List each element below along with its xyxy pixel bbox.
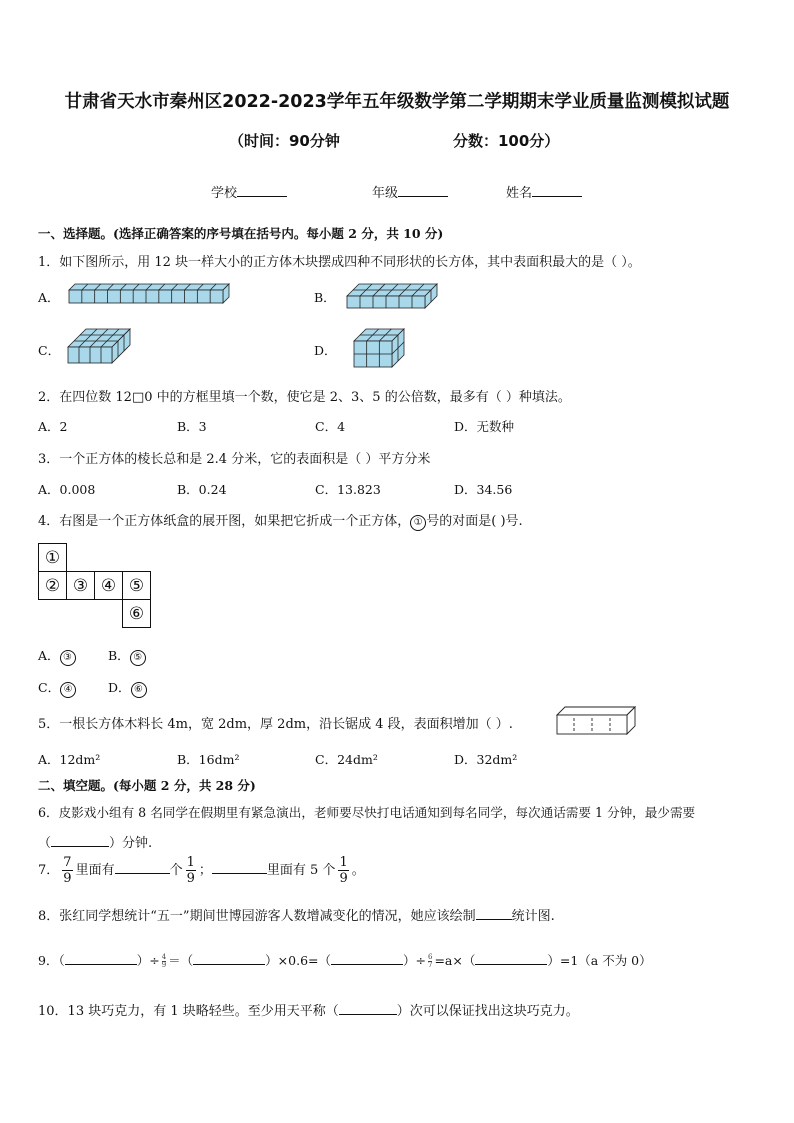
q7-text-5: 。 bbox=[351, 863, 365, 878]
q4-option-c-label: C． bbox=[38, 680, 61, 695]
q1-option-a[interactable]: A． bbox=[38, 290, 60, 305]
q10-text-post: ）次可以保证找出这块巧克力。 bbox=[396, 1004, 579, 1019]
q1-figure-c-4x3-prism bbox=[64, 325, 134, 367]
q1-figure-a-12x1-prism bbox=[65, 282, 233, 304]
q9-fa-numerator: 4 bbox=[161, 953, 167, 961]
q9-fa-denominator: 9 bbox=[161, 961, 167, 969]
q4-option-d-mark: ⑥ bbox=[131, 682, 147, 698]
name-label: 姓名 bbox=[506, 186, 533, 201]
q1-option-b[interactable]: B． bbox=[314, 290, 336, 305]
q7-f3-denominator: 9 bbox=[339, 871, 348, 886]
q3-option-c[interactable]: C．13.823 bbox=[315, 482, 381, 497]
section-choice-heading: 一、选择题。(选择正确答案的序号填在括号内。每小题 2 分，共 10 分) bbox=[38, 226, 444, 241]
q7-text-2: 个 bbox=[169, 863, 183, 878]
q8-answer-blank[interactable] bbox=[476, 907, 512, 920]
exam-time: （时间：90分钟 bbox=[229, 132, 340, 150]
q4-option-a-label: A． bbox=[38, 648, 60, 663]
q5-option-c[interactable]: C．24dm² bbox=[315, 752, 378, 767]
q8-text bbox=[38, 905, 555, 924]
q7-text bbox=[38, 856, 365, 885]
q7-text-3: ； bbox=[198, 863, 212, 878]
q5-option-d[interactable]: D．32dm² bbox=[454, 752, 518, 767]
q10-answer-blank[interactable] bbox=[339, 1002, 397, 1015]
q2-option-d[interactable]: D．无数种 bbox=[454, 419, 515, 434]
net-face-3: ③ bbox=[67, 572, 95, 600]
q4-text bbox=[38, 510, 523, 531]
q9-part-1: 9．（ bbox=[38, 953, 65, 968]
q6-close-text: ）分钟. bbox=[109, 836, 153, 851]
school-label: 学校 bbox=[211, 186, 238, 201]
q9-text bbox=[38, 951, 652, 969]
q3-option-b[interactable]: B．0.24 bbox=[177, 482, 227, 497]
q4-option-b[interactable] bbox=[108, 646, 146, 666]
q7-fraction-1-9-b bbox=[338, 856, 348, 885]
net-face-5: ⑤ bbox=[123, 572, 151, 600]
name-blank[interactable] bbox=[532, 184, 582, 197]
q8-text-pre: 8．张红同学想统计“五一”期间世博园游客人数增减变化的情况，她应该绘制 bbox=[38, 909, 476, 924]
cube-net-figure bbox=[38, 543, 151, 628]
q4-option-d-label: D． bbox=[108, 680, 131, 695]
net-face-4: ④ bbox=[95, 572, 123, 600]
q7-fraction-1-9-a bbox=[186, 856, 196, 885]
q4-option-d[interactable] bbox=[108, 678, 147, 698]
q9-part-2: ）÷ bbox=[136, 953, 160, 968]
q2-text: 2．在四位数 12□0 中的方框里填一个数，使它是 2、3、5 的公倍数，最多有（ ）种填法。 bbox=[38, 390, 571, 405]
q1-figure-b-6x2-prism bbox=[343, 282, 441, 310]
q5-text: 5．一根长方体木料长 4m，宽 2dm，厚 2dm，沿长锯成 4 段，表面积增加（ ）. bbox=[38, 717, 513, 732]
q9-part-3: ＝（ bbox=[168, 953, 194, 968]
q8-text-post: 统计图. bbox=[511, 909, 555, 924]
q2-option-b[interactable]: B．3 bbox=[177, 419, 207, 434]
q1-figure-d-3x2x2-prism bbox=[350, 325, 408, 369]
q7-f1-numerator: 7 bbox=[63, 855, 72, 870]
grade-field[interactable] bbox=[372, 182, 448, 201]
q3-text: 3．一个正方体的棱长总和是 2.4 分米，它的表面积是（ ）平方分米 bbox=[38, 452, 431, 467]
section-fill-heading: 二、填空题。(每小题 2 分，共 28 分) bbox=[38, 778, 256, 793]
q5-lumber-figure bbox=[553, 704, 639, 736]
q6-text-line1: 6．皮影戏小组有 8 名同学在假期里有紧急演出，老师要尽快打电话通知到每名同学，每次通话需要 1 分钟，最少需要 bbox=[38, 805, 696, 820]
q9-blank-3[interactable] bbox=[331, 952, 403, 965]
exam-score: 分数：100分） bbox=[453, 132, 560, 150]
q9-blank-2[interactable] bbox=[193, 952, 265, 965]
q9-fb-numerator: 6 bbox=[427, 953, 433, 961]
q9-part-5: ）÷ bbox=[403, 953, 426, 968]
q9-part-7: ）=1（a 不为 0） bbox=[547, 953, 652, 968]
q4-text-post: 号的对面是( )号. bbox=[426, 514, 523, 529]
q7-f1-denominator: 9 bbox=[63, 871, 72, 886]
q1-text: 1．如下图所示，用 12 块一样大小的正方体木块摆成四种不同形状的长方体，其中表面积最大的是（ ）。 bbox=[38, 255, 641, 270]
q6-open-paren: （ bbox=[38, 836, 52, 851]
q9-fb-denominator: 7 bbox=[427, 961, 433, 969]
school-field[interactable] bbox=[211, 182, 287, 201]
q1-option-d[interactable]: D． bbox=[314, 343, 337, 358]
q7-blank-1[interactable] bbox=[115, 861, 170, 874]
q4-text-pre: 4．右图是一个正方体纸盒的展开图，如果把它折成一个正方体， bbox=[38, 514, 411, 529]
q4-option-c-mark: ④ bbox=[60, 682, 76, 698]
q9-fraction-6-7 bbox=[428, 954, 432, 969]
q5-option-a[interactable]: A．12dm² bbox=[38, 752, 101, 767]
q7-blank-2[interactable] bbox=[212, 861, 267, 874]
q6-answer-blank[interactable] bbox=[51, 834, 109, 847]
q5-option-b[interactable]: B．16dm² bbox=[177, 752, 240, 767]
q9-part-4: ）×0.6=（ bbox=[265, 953, 331, 968]
q4-option-a[interactable] bbox=[38, 646, 76, 666]
q4-option-b-label: B． bbox=[108, 648, 130, 663]
q10-text-pre: 10．13 块巧克力，有 1 块略轻些。至少用天平称（ bbox=[38, 1004, 339, 1019]
net-face-1: ① bbox=[39, 544, 67, 572]
net-face-6: ⑥ bbox=[123, 600, 151, 628]
q9-blank-1[interactable] bbox=[65, 952, 137, 965]
net-face-2: ② bbox=[39, 572, 67, 600]
q7-fraction-7-9 bbox=[62, 856, 72, 885]
q4-option-b-mark: ⑤ bbox=[130, 650, 146, 666]
q9-blank-4[interactable] bbox=[475, 952, 547, 965]
grade-blank[interactable] bbox=[398, 184, 448, 197]
q3-option-a[interactable]: A．0.008 bbox=[38, 482, 96, 497]
q9-fraction-4-9 bbox=[162, 954, 166, 969]
q1-option-c[interactable]: C． bbox=[38, 343, 61, 358]
q7-number: 7． bbox=[38, 863, 60, 878]
q2-option-a[interactable]: A．2 bbox=[38, 419, 68, 434]
school-blank[interactable] bbox=[237, 184, 287, 197]
q6-text-line2 bbox=[38, 832, 152, 851]
q3-option-d[interactable]: D．34.56 bbox=[454, 482, 513, 497]
grade-label: 年级 bbox=[372, 186, 399, 201]
q7-f3-numerator: 1 bbox=[339, 855, 348, 870]
q10-text bbox=[38, 1000, 579, 1019]
name-field[interactable] bbox=[506, 182, 582, 201]
q7-text-1: 里面有 bbox=[75, 863, 115, 878]
q4-mark: ① bbox=[410, 515, 426, 531]
q9-part-6: =a×（ bbox=[434, 953, 476, 968]
q7-f2-denominator: 9 bbox=[186, 871, 195, 886]
q7-text-4: 里面有 5 个 bbox=[266, 863, 336, 878]
q7-f2-numerator: 1 bbox=[186, 855, 195, 870]
q2-option-c[interactable]: C．4 bbox=[315, 419, 346, 434]
page-title: 甘肃省天水市秦州区2022-2023学年五年级数学第二学期期末学业质量监测模拟试题 bbox=[64, 92, 730, 112]
q4-option-c[interactable] bbox=[38, 678, 76, 698]
q4-option-a-mark: ③ bbox=[60, 650, 76, 666]
